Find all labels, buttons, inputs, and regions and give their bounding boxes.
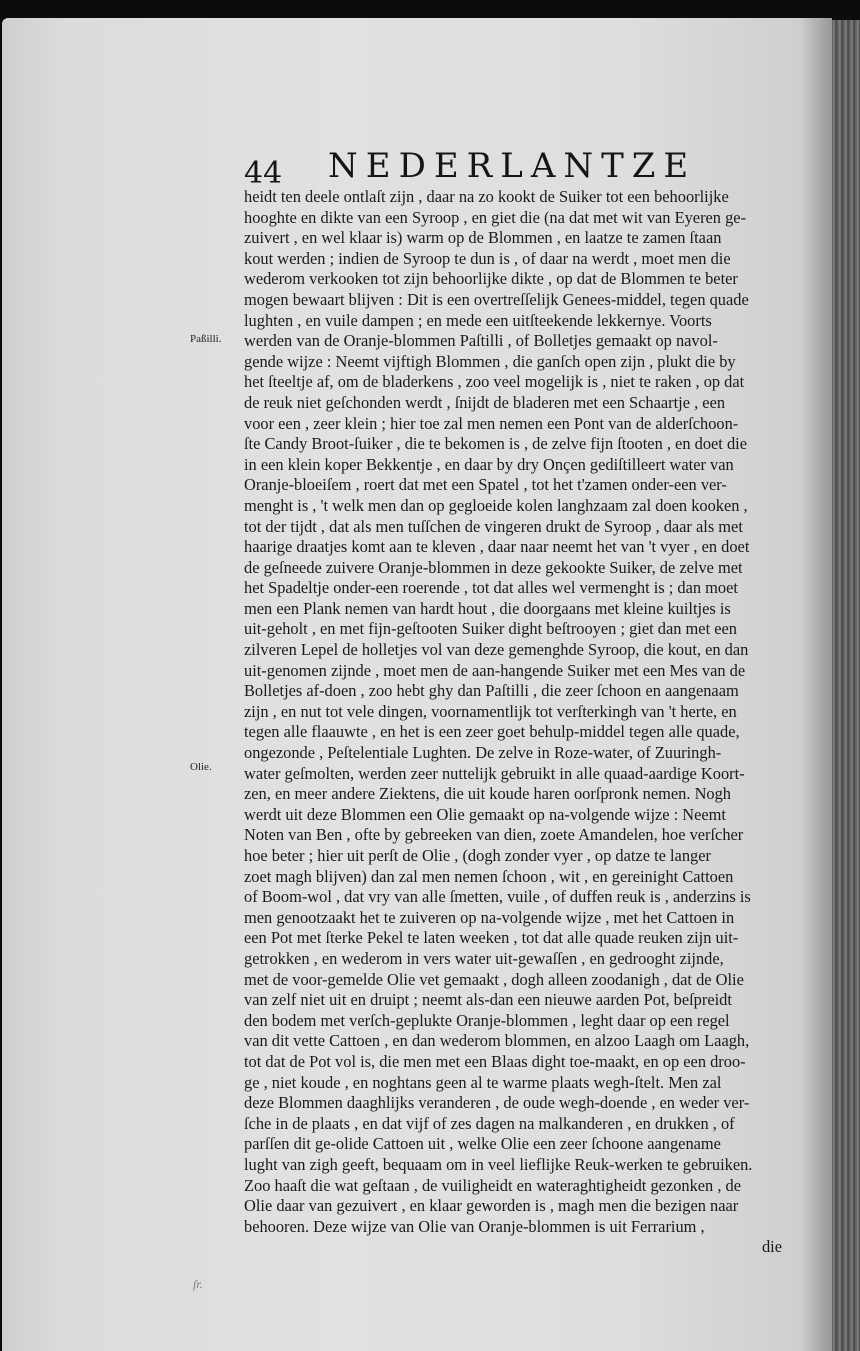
text-line: zilveren Lepel de holletjes vol van deze gemenghde Syroop, die kout, en dan <box>244 640 749 660</box>
text-line: getrokken , en wederom in vers water uit-gewaſſen , en gedrooght zijnde, <box>244 948 724 968</box>
text-line: werden van de Oranje-blommen Paſtilli , of Bolletjes gemaakt op navol- <box>244 331 718 351</box>
text-line: een Pot met ſterke Pekel te laten weeken , tot dat alle quade reuken zijn uit- <box>244 928 739 948</box>
text-line: uit-genomen zijnde , moet men de aan-hangende Suiker met een Mes van de <box>244 660 746 680</box>
text-line: het Spadeltje onder-een roerende , tot dat alles wel vermenght is ; dan moet <box>244 578 738 598</box>
text-line: water geſmolten, werden zeer nuttelijk gebruikt in alle quaad-aardige Koort- <box>244 763 745 783</box>
page-curl-shadow <box>800 18 832 1351</box>
text-line: zuivert , en wel klaar is) warm op de Blommen , en laatze te zamen ſtaan <box>244 228 722 248</box>
text-line: wederom verkooken tot zijn behoorlijke dikte , op dat de Blommen te beter <box>244 269 738 289</box>
text-line: het ſteeltje af, om de bladerkens , zoo veel mogelijk is , niet te raken , op dat <box>244 372 745 392</box>
text-line: tot dat de Pot vol is, die men met een Blaas dight toe-maakt, en op een droo- <box>244 1051 746 1071</box>
margin-note-pastilli: Paßilli. <box>190 333 222 345</box>
text-line: uit-geholt , en met fijn-geſtooten Suiker dight beſtrooyen ; giet dan met een <box>244 619 737 639</box>
text-line: behooren. Deze wijze van Olie van Oranje-blommen is uit Ferrarium , <box>244 1216 705 1236</box>
text-line: zen, en meer andere Ziektens, die uit koude haren oorſpronk nemen. Nogh <box>244 784 731 804</box>
stacked-page-edges <box>832 20 860 1351</box>
text-line: zijn , en nut tot vele dingen, voornamentlijk tot verſterkingh van 't herte, en <box>244 701 737 721</box>
text-line: ſche in de plaats , en dat vijf of zes dagen na malkanderen , en drukken , of <box>244 1113 735 1133</box>
text-line: men een Plank nemen van hardt hout , die doorgaans met kleine kuiltjes is <box>244 598 731 618</box>
catchword: die <box>761 1237 782 1257</box>
page-header <box>244 146 804 190</box>
text-line: in een klein koper Bekkentje , en daar by dry Onçen gediſtilleert water van <box>244 454 734 474</box>
text-line: voor een , zeer klein ; hier toe zal men nemen een Pont van de alderſchoon- <box>244 413 739 433</box>
text-line: werdt uit deze Blommen een Olie gemaakt op na-volgende wijze : Neemt <box>244 804 726 824</box>
text-line: gende wijze : Neemt vijftigh Blommen , die ganſch open zijn , plukt die by <box>244 351 736 371</box>
text-line: den bodem met verſch-geplukte Oranje-blommen , leght daar op een regel <box>244 1010 730 1030</box>
text-line: mogen bewaart blijven : Dit is een overtreſſelijk Genees-middel, tegen quade <box>244 289 749 309</box>
text-line: men genootzaakt het te zuiveren op na-volgende wijze , met het Cattoen in <box>244 907 735 927</box>
text-line: met de voor-gemelde Olie vet gemaakt , dogh alleen zoodanigh , dat de Olie <box>244 969 744 989</box>
text-line: haarige draatjes komt aan te kleven , daar naar neemt het van 't vyer , en doet <box>244 537 750 557</box>
text-line: zoet magh blijven) dan zal men nemen ſchoon , wit , en gereinight Cattoen <box>244 866 734 886</box>
text-line: Bolletjes af-doen , zoo hebt ghy dan Paſtilli , die zeer ſchoon en aangenaam <box>244 681 739 701</box>
text-line: menght is , 't welk men dan op gegloeide kolen langhzaam zal doen kooken , <box>244 495 748 515</box>
text-line: Zoo haaſt die wat geſtaan , de vuiligheidt en wateraghtigheidt gezonken , de <box>244 1175 742 1195</box>
text-line: kout werden ; indien de Syroop te dun is , of daar na werdt , moet men die <box>244 248 731 268</box>
body-text <box>244 187 782 1258</box>
text-line: lught van zigh geeft, bequaam om in veel lieflijke Reuk-werken te gebruiken. <box>244 1154 753 1174</box>
text-line: ge , niet koude , en noghtans geen al te warme plaats wegh-ſtelt. Men zal <box>244 1072 722 1092</box>
page-number: 44 <box>244 156 283 191</box>
text-line: ſte Candy Broot-ſuiker , die te bekomen is , de zelve fijn ſtooten , en doet die <box>244 434 747 454</box>
text-line: de geſneede zuivere Oranje-blommen in deze gekookte Suiker, de zelve met <box>244 557 743 577</box>
text-line: tegen alle flaauwte , en het is een zeer goet behulp-middel tegen alle quade, <box>244 722 740 742</box>
text-line: van dit vette Cattoen , en dan wederom blommen, en alzoo Laagh om Laagh, <box>244 1031 750 1051</box>
text-line: Olie daar van gezuivert , en klaar geworden is , magh men die bezigen naar <box>244 1196 739 1216</box>
text-line: de reuk niet geſchonden werdt , ſnijdt de bladeren met een Schaartje , een <box>244 392 726 412</box>
text-line: of Boom-wol , dat vry van alle ſmetten, vuile , of duffen reuk is , anderzins is <box>244 887 751 907</box>
text-line: hooghte en dikte van een Syroop , en giet die (na dat met wit van Eyeren ge- <box>244 207 747 227</box>
running-title: NEDERLANTZE <box>328 146 697 186</box>
text-line: Noten van Ben , ofte by gebreeken van dien, zoete Amandelen, hoe verſcher <box>244 825 744 845</box>
handwritten-mark: ſr. <box>193 1277 203 1291</box>
text-line: ongezonde , Peſtelentiale Lughten. De zelve in Roze-water, of Zuuringh- <box>244 743 722 763</box>
text-line: parſſen dit ge-olide Cattoen uit , welke Olie een zeer ſchoone aangename <box>244 1134 721 1154</box>
text-line: deze Blommen daaghlijks veranderen , de oude wegh-doende , en weder ver- <box>244 1093 750 1113</box>
text-line: Oranje-bloeiſem , roert dat met een Spatel , tot het t'zamen onder-een ver- <box>244 475 727 495</box>
text-line: hoe beter ; hier uit perſt de Olie , (dogh zonder vyer , op datze te langer <box>244 846 711 865</box>
text-line: tot der tijdt , dat als men tuſſchen de vingeren drukt de Syroop , daar als met <box>244 516 743 536</box>
text-line: van zelf niet uit en druipt ; neemt als-dan een nieuwe aarden Pot, beſpreidt <box>244 990 732 1010</box>
text-line: heidt ten deele ontlaſt zijn , daar na zo kookt de Suiker tot een behoorlijke <box>244 187 729 206</box>
margin-note-olie: Olie. <box>190 761 212 773</box>
text-line: lughten , en vuile dampen ; en mede een uitſteekende lekkernye. Voorts <box>244 310 712 330</box>
